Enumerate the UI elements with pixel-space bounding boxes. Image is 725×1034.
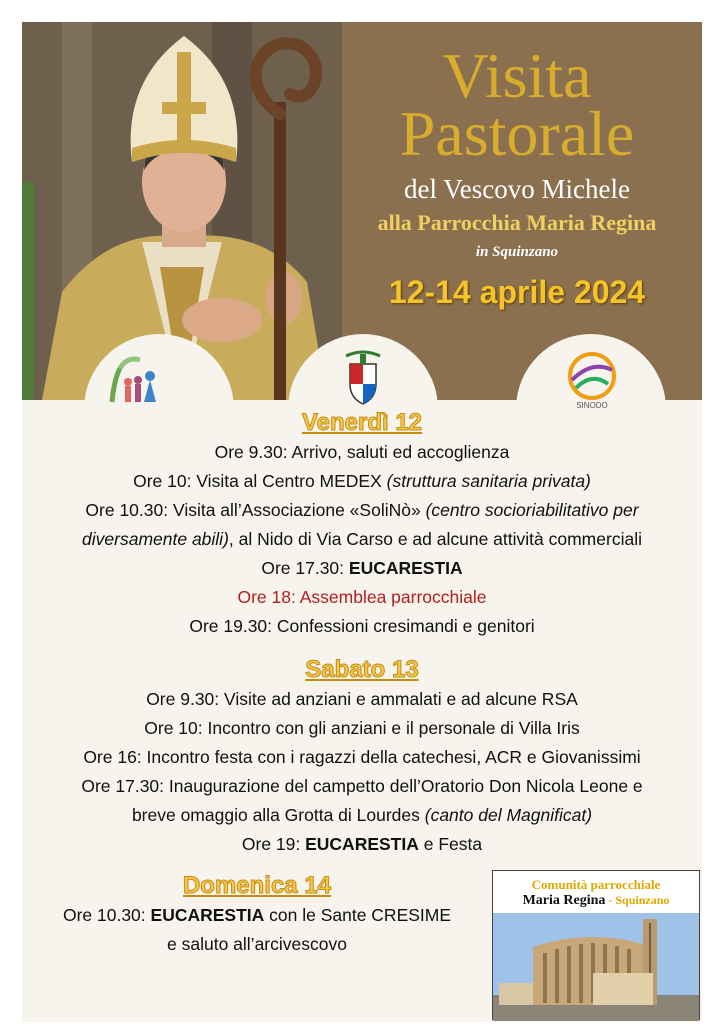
visit-dates: 12-14 aprile 2024 [388, 274, 646, 310]
poster-header [22, 22, 702, 410]
event-row: Ore 19: EUCARESTIA e Festa [241, 834, 483, 854]
synod-label: SINODO [576, 401, 608, 410]
community-box [492, 870, 700, 1020]
title-line2: Pastorale [399, 98, 635, 169]
event-row: Ore 17.30: Inaugurazione del campetto dell’Oratorio Don Nicola Leone e [81, 776, 643, 796]
event-row: Ore 10: Incontro con gli anziani e il personale di Villa Iris [144, 718, 580, 738]
church-photo [493, 913, 699, 1021]
event-row-continued: breve omaggio alla Grotta di Lourdes (canto del Magnificat) [131, 805, 593, 825]
town-name: in Squinzano [475, 244, 559, 260]
event-row: Ore 9.30: Arrivo, saluti ed accoglienza [214, 442, 510, 462]
event-row: Ore 16: Incontro festa con i ragazzi della catechesi, ACR e Giovanissimi [83, 747, 641, 767]
event-row: Ore 17.30: EUCARESTIA [261, 558, 463, 578]
event-row: Ore 9.30: Visite ad anziani e ammalati e ad alcune RSA [146, 689, 578, 709]
title-line1: Visita [442, 40, 592, 111]
event-row-continued: diversamente abili), al Nido di Via Carso e ad alcune attività commerciali [82, 529, 642, 549]
parish-name: alla Parrocchia Maria Regina [377, 210, 657, 235]
event-row: Ore 19.30: Confessioni cresimandi e genitori [189, 616, 535, 636]
day-heading-friday: Venerdì 12 [301, 409, 423, 436]
sunday-block [22, 871, 492, 959]
event-row: Ore 10.30: Visita all’Associazione «SoliNò» (centro socioriabilitativo per [85, 500, 639, 520]
event-row-continued: e saluto all’arcivescovo [167, 934, 347, 954]
event-row: Ore 10: Visita al Centro MEDEX (struttura sanitaria privata) [133, 471, 591, 491]
day-heading-saturday: Sabato 13 [305, 656, 419, 683]
event-row-highlight: Ore 18: Assemblea parrocchiale [237, 587, 487, 607]
subtitle: del Vescovo Michele [404, 174, 630, 204]
day-heading-sunday: Domenica 14 [182, 872, 332, 899]
community-label: Comunità parrocchiale [531, 877, 661, 892]
event-row: Ore 10.30: EUCARESTIA con le Sante CRESIME [62, 905, 452, 925]
community-parish: Maria Regina - Squinzano [522, 893, 670, 908]
poster [22, 22, 702, 1022]
